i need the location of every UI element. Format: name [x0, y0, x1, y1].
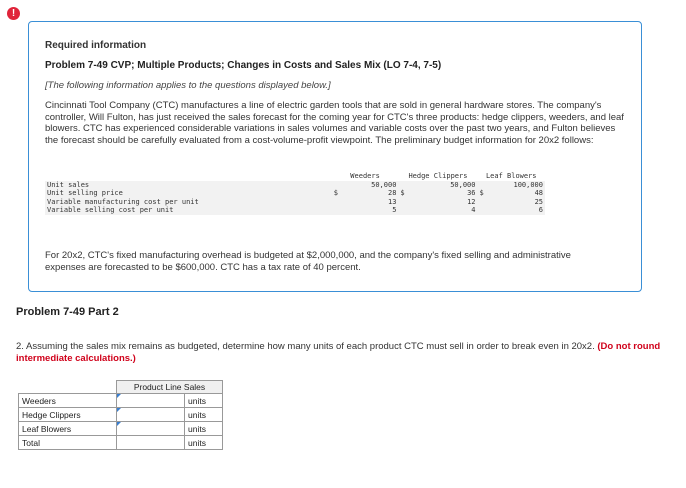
question-text — [16, 341, 666, 364]
alert-icon: ! — [7, 7, 20, 20]
leaf-blowers-units-input[interactable] — [117, 422, 184, 435]
col-hedge-clippers: Hedge Clippers — [408, 172, 468, 180]
question-body: 2. Assuming the sales mix remains as budgeted, determine how many units of each product CTC must sell in order to break even in 20x2. — [16, 341, 595, 352]
input-marker-icon — [117, 422, 121, 426]
row-label: Unit selling price — [45, 189, 332, 198]
total-units-input[interactable] — [117, 436, 184, 449]
weeders-units-cell — [117, 394, 185, 408]
fixed-costs-paragraph: For 20x2, CTC's fixed manufacturing overhead is budgeted at $2,000,000, and the company's fixed selling and administrative expenses are forecasted to be $600,000. CTC has a tax rate of 40 percent. — [45, 250, 571, 273]
problem-title: Problem 7-49 CVP; Multiple Products; Changes in Costs and Sales Mix (LO 7-4, 7-5) — [45, 60, 442, 71]
answer-header-row — [19, 381, 223, 394]
cell: 100,000 — [497, 181, 545, 190]
question-emphasis: (Do not round intermediate calculations.) — [16, 341, 661, 364]
answer-row-leaf-blowers — [19, 422, 223, 436]
unit-label: units — [185, 422, 223, 436]
budget-table — [45, 172, 545, 215]
unit-label: units — [185, 436, 223, 450]
hedge-clippers-units-input[interactable] — [117, 408, 184, 421]
table-row — [45, 198, 545, 207]
col-weeders: Weeders — [350, 172, 380, 180]
answer-table — [18, 380, 223, 450]
info-heading: Required information — [45, 40, 147, 51]
table-row — [45, 189, 545, 198]
unit-label: units — [185, 408, 223, 422]
cell: 36 — [416, 189, 478, 198]
input-marker-icon — [117, 394, 121, 398]
row-label: Variable selling cost per unit — [45, 206, 332, 215]
col-leaf-blowers: Leaf Blowers — [485, 172, 537, 180]
row-label: Hedge Clippers — [19, 408, 117, 422]
part-title: Problem 7-49 Part 2 — [16, 306, 119, 318]
required-information-box — [28, 21, 642, 292]
table-row — [45, 206, 545, 215]
budget-header-row — [45, 172, 545, 181]
cell: 50,000 — [349, 181, 398, 190]
input-marker-icon — [117, 408, 121, 412]
row-label: Unit sales — [45, 181, 332, 190]
problem-description: Cincinnati Tool Company (CTC) manufactures a line of electric garden tools that are sold in general hardware stores. The company's controller, Will Fulton, has just received the sales forecast for the coming year for CTC's three products: hedge clippers, weeders, and leaf blowers. CTC has experienced considerable variations in sales volumes and variable costs over the past two years, and Fulton believes the forecast should be carefully evaluated from a cost-volume-profit viewpoint. The preliminary budget information for 20x2 follows: — [45, 100, 624, 146]
cell: 28 — [349, 189, 398, 198]
answer-row-weeders — [19, 394, 223, 408]
row-label: Variable manufacturing cost per unit — [45, 198, 332, 207]
dollar-sign: $ — [398, 189, 415, 198]
answer-row-hedge-clippers — [19, 408, 223, 422]
cell: 13 — [349, 198, 398, 207]
dollar-sign: $ — [332, 189, 349, 198]
cell: 4 — [416, 206, 478, 215]
cell: 25 — [497, 198, 545, 207]
row-label: Leaf Blowers — [19, 422, 117, 436]
cell: 5 — [349, 206, 398, 215]
cell: 48 — [497, 189, 545, 198]
dollar-sign: $ — [478, 189, 498, 198]
cell: 6 — [497, 206, 545, 215]
row-label: Weeders — [19, 394, 117, 408]
total-units-cell — [117, 436, 185, 450]
product-line-sales-header: Product Line Sales — [117, 381, 223, 394]
weeders-units-input[interactable] — [117, 394, 184, 407]
leaf-blowers-units-cell — [117, 422, 185, 436]
unit-label: units — [185, 394, 223, 408]
cell: 50,000 — [416, 181, 478, 190]
hedge-clippers-units-cell — [117, 408, 185, 422]
info-note: [The following information applies to the questions displayed below.] — [45, 80, 331, 91]
row-label: Total — [19, 436, 117, 450]
cell: 12 — [416, 198, 478, 207]
table-row — [45, 181, 545, 190]
answer-row-total — [19, 436, 223, 450]
